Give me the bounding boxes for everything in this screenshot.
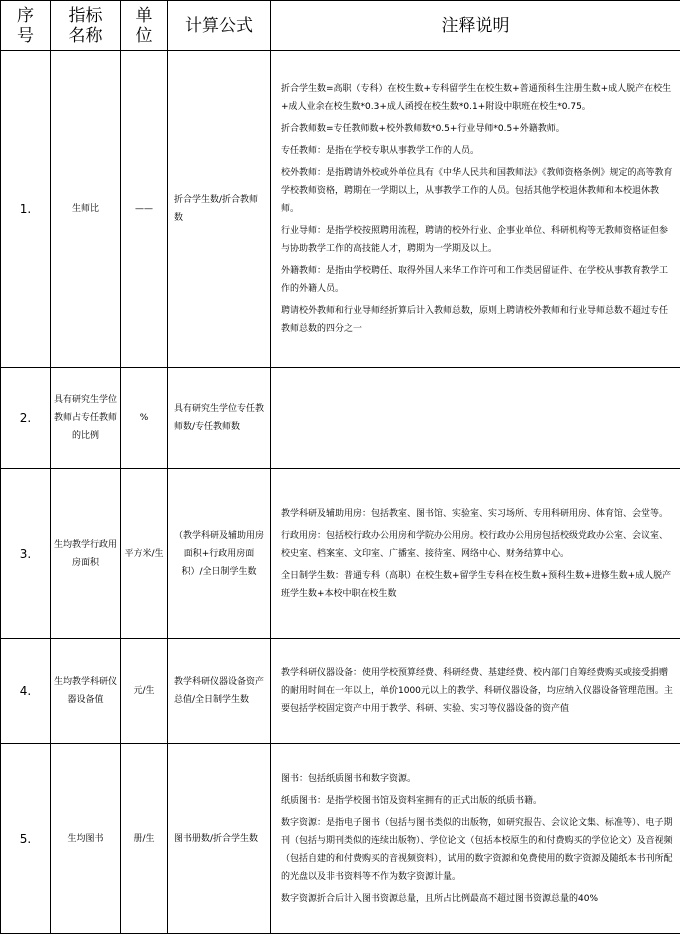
note-paragraph: 数字资源：是指电子图书（包括与图书类似的出版物，如研究报告、会议论文集、标准等）、电子期刊（包括与期刊类似的连续出版物）、学位论文（包括本校原生的和付费购买的学位论文）及音视频（包括自建的和付费购买的音视频资料），试用的数字资源和免费使用的数字资源及随纸本书刊所配的光盘以及非书资料等不作为数字资源计量。 [281,814,674,886]
header-formula: 计算公式 [168,1,271,51]
note-paragraph: 外籍教师：是指由学校聘任、取得外国人来华工作许可和工作类居留证件、在学校从事教育教学工作的外籍人员。 [281,262,674,298]
row-unit: 平方米/生 [121,469,168,639]
note-paragraph: 校外教师：是指聘请外校或外单位具有《中华人民共和国教师法》《教师资格条例》规定的高等教育学校教师资格，聘期在一学期以上，从事教学工作的人员。包括其他学校退休教师和本校退休教师。 [281,164,674,218]
note-paragraph: 折合学生数=高职（专科）在校生数+专科留学生在校生数+普通预科生注册生数+成人脱产在校生+成人业余在校生数*0.3+成人函授在校生数*0.1+附设中职班在校生*0.75。 [281,80,674,116]
row-indicator: 生均教学行政用房面积 [51,469,121,639]
header-unit: 单位 [121,1,168,51]
note-paragraph: 数字资源折合后计入图书资源总量，且所占比例最高不超过图书资源总量的40% [281,890,674,908]
row-serial: 1. [1,51,51,368]
note-paragraph: 行政用房：包括校行政办公用房和学院办公用房。校行政办公用房包括校级党政办公室、会议室、校史室、档案室、文印室、广播室、接待室、网络中心、财务结算中心。 [281,527,674,563]
row-serial: 3. [1,469,51,639]
row-serial: 5. [1,744,51,934]
row-indicator: 生均图书 [51,744,121,934]
note-paragraph: 纸质图书：是指学校图书馆及资料室拥有的正式出版的纸质书籍。 [281,792,674,810]
row-serial: 4. [1,639,51,744]
row-indicator: 生均教学科研仪器设备值 [51,639,121,744]
header-notes: 注释说明 [271,1,680,51]
table-row [1,639,680,744]
table-row [1,51,680,368]
note-paragraph: 教学科研及辅助用房：包括教室、图书馆、实验室、实习场所、专用科研用房、体育馆、会堂等。 [281,505,674,523]
note-paragraph: 聘请校外教师和行业导师经折算后计入教师总数，原则上聘请校外教师和行业导师总数不超过专任教师总数的四分之一 [281,302,674,338]
note-paragraph: 折合教师数=专任教师数+校外教师数*0.5+行业导师*0.5+外籍教师。 [281,120,674,138]
row-formula: （教学科研及辅助用房面积+行政用房面积）/全日制学生数 [168,469,271,639]
row-notes [271,51,680,368]
row-notes [271,469,680,639]
row-unit: % [121,368,168,469]
note-paragraph: 教学科研仪器设备：使用学校预算经费、科研经费、基建经费、校内部门自筹经费购买或接受捐赠的耐用时间在一年以上，单价1000元以上的教学、科研仪器设备，均应纳入仪器设备管理范围。主要包括学校固定资产中用于教学、科研、实验、实习等仪器设备的资产值 [281,664,674,718]
row-formula: 具有研究生学位专任教师数/专任教师数 [168,368,271,469]
row-indicator: 生师比 [51,51,121,368]
table-row [1,469,680,639]
row-serial: 2. [1,368,51,469]
note-paragraph: 图书：包括纸质图书和数字资源。 [281,770,674,788]
row-notes [271,639,680,744]
table-row [1,368,680,469]
row-unit: 元/生 [121,639,168,744]
row-notes [271,744,680,934]
note-paragraph: 行业导师：是指学校按照聘用流程，聘请的校外行业、企事业单位、科研机构等无教师资格证但参与协助教学工作的高技能人才，聘期为一学期及以上。 [281,222,674,258]
row-notes [271,368,680,469]
row-formula: 折合学生数/折合教师数 [168,51,271,368]
header-row [1,1,680,51]
row-indicator: 具有研究生学位教师占专任教师的比例 [51,368,121,469]
table-row [1,744,680,934]
row-unit: 册/生 [121,744,168,934]
row-unit: —— [121,51,168,368]
note-paragraph: 全日制学生数：普通专科（高职）在校生数+留学生专科在校生数+预科生数+进修生数+成人脱产班学生数+本校中职在校生数 [281,567,674,603]
header-serial: 序号 [1,1,51,51]
header-indicator: 指标名称 [51,1,121,51]
note-paragraph: 专任教师：是指在学校专职从事教学工作的人员。 [281,142,674,160]
row-formula: 教学科研仪器设备资产总值/全日制学生数 [168,639,271,744]
row-formula: 图书册数/折合学生数 [168,744,271,934]
